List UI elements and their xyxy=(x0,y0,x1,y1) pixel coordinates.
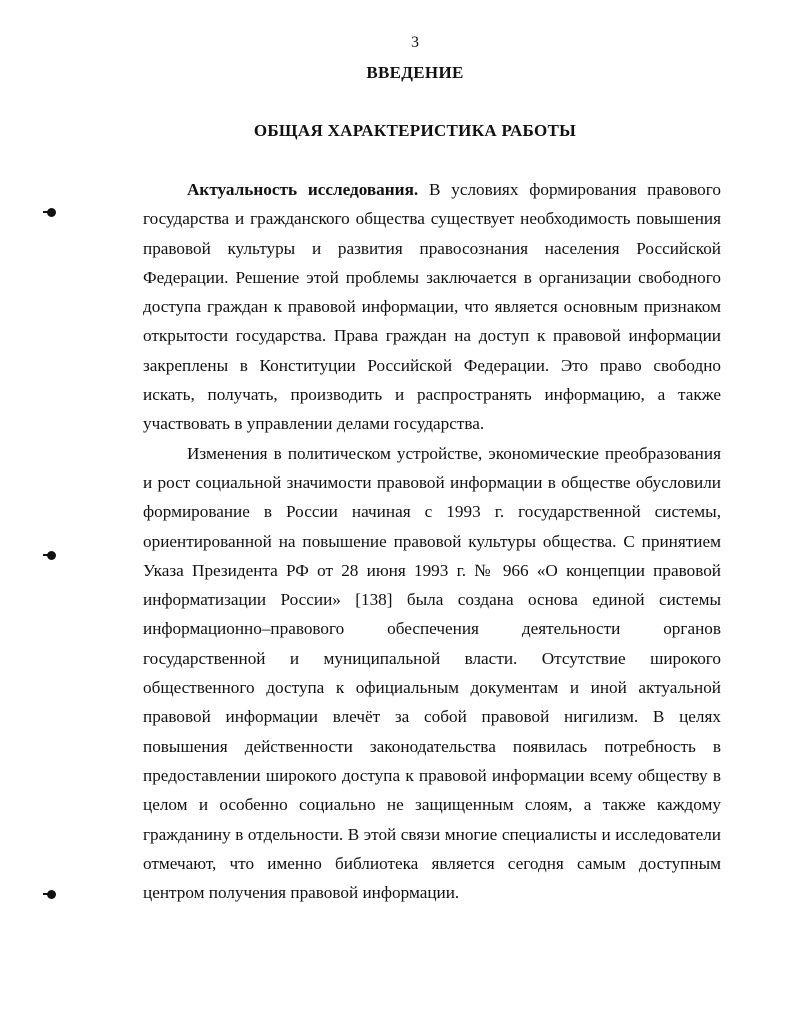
paragraph-relevance xyxy=(143,175,721,439)
page-number: 3 xyxy=(411,34,419,51)
scan-punch-mark-icon xyxy=(47,551,56,560)
paragraph-lead: Актуальность исследования. xyxy=(187,180,419,199)
paragraph-changes: Изменения в политическом устройстве, экономические преобразования и рост социальной значимости правовой информации в обществе обусловили формирование в России начиная с 1993 г. государственной системы, ориентированной на повышение правовой культуры общества. С принятием Указа Президента РФ от 28 июня 1993 г. № 966 «О концепции правовой информатизации России» [138] была создана основа единой системы информационно–правового обеспечения деятельности органов государственной и муниципальной власти. Отсутствие широкого общественного доступа к официальным документам и иной актуальной правовой информации влечёт за собой правовой нигилизм. В целях повышения действенности законодательства появилась потребность в предоставлении широкого доступа к правовой информации всему обществу в целом и особенно социально не защищенным слоям, а также каждому гражданину в отдельности. В этой связи многие специалисты и исследователи отмечают, что именно библиотека является сегодня самым доступным центром получения правовой информации. xyxy=(143,443,721,903)
section-subheading: ОБЩАЯ ХАРАКТЕРИСТИКА РАБОТЫ xyxy=(253,121,577,140)
paragraph-text: В условиях формирования правового государства и гражданского общества существует необходимость повышения правовой культуры и развития правосознания населения Российской Федерации. Решение этой проблемы заключается в организации свободного доступа граждан к правовой информации, что является основным признаком открытости государства. Права граждан на доступ к правовой информации закреплены в Конституции Российской Федерации. Это право свободно искать, получать, производить и распространять информацию, а также участвовать в управлении делами государства. xyxy=(143,180,721,434)
scan-punch-mark-icon xyxy=(47,208,56,217)
scan-punch-mark-icon xyxy=(47,890,56,899)
section-heading: ВВЕДЕНИЕ xyxy=(366,63,464,82)
document-body xyxy=(143,175,721,907)
